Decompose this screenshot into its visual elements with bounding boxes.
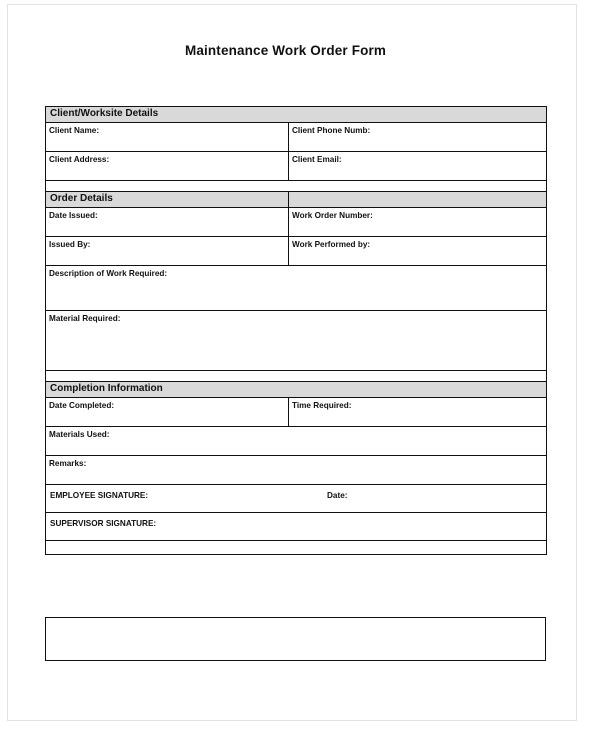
employee-signature-row — [46, 485, 546, 500]
tail-cell — [46, 541, 547, 555]
field-work-order-number[interactable] — [289, 208, 547, 237]
table-row — [46, 456, 547, 485]
field-employee-signature-label: EMPLOYEE SIGNATURE: — [50, 491, 149, 500]
section-header-client-worksite — [46, 107, 547, 123]
field-issued-by[interactable] — [46, 237, 289, 266]
field-client-phone-label: Client Phone Numb: — [292, 126, 371, 135]
field-material-required[interactable] — [46, 311, 547, 371]
section-header-order-details-label-right — [289, 192, 546, 193]
field-date-issued-label: Date Issued: — [49, 211, 98, 220]
field-client-email[interactable] — [289, 152, 547, 181]
field-client-name-label: Client Name: — [49, 126, 100, 135]
field-materials-used-label: Materials Used: — [49, 430, 110, 439]
field-work-performed-by-label: Work Performed by: — [292, 240, 371, 249]
field-material-required-label: Material Required: — [49, 314, 121, 323]
field-date-issued[interactable] — [46, 208, 289, 237]
field-remarks-label: Remarks: — [49, 459, 87, 468]
section-header-order-details-label: Order Details — [50, 193, 113, 204]
field-time-required-label: Time Required: — [292, 401, 352, 410]
section-header-order-details — [46, 192, 547, 208]
field-remarks[interactable] — [46, 456, 547, 485]
spacer-row-after-order — [46, 371, 547, 382]
field-client-phone[interactable] — [289, 123, 547, 152]
table-row — [46, 311, 547, 371]
field-client-address[interactable] — [46, 152, 289, 181]
field-client-email-label: Client Email: — [292, 155, 342, 164]
field-time-required[interactable] — [289, 398, 547, 427]
table-row-tail — [46, 541, 547, 555]
field-date-completed-label: Date Completed: — [49, 401, 115, 410]
table-row — [46, 266, 547, 311]
form-page — [7, 4, 577, 721]
section-header-completion-information — [46, 382, 547, 398]
table-row — [46, 208, 547, 237]
table-row — [46, 123, 547, 152]
field-supervisor-signature-label: SUPERVISOR SIGNATURE: — [50, 519, 157, 528]
section-header-completion-information-cell — [46, 382, 547, 398]
section-header-completion-information-label: Completion Information — [50, 383, 163, 394]
table-row — [46, 237, 547, 266]
spacer-row-after-client — [46, 181, 547, 192]
table-row — [46, 485, 547, 513]
table-row — [46, 398, 547, 427]
field-supervisor-signature[interactable] — [46, 513, 547, 541]
section-header-order-details-cell — [46, 192, 289, 208]
table-row — [46, 152, 547, 181]
notes-box[interactable] — [45, 617, 546, 661]
field-materials-used[interactable] — [46, 427, 547, 456]
field-date-completed[interactable] — [46, 398, 289, 427]
table-row — [46, 427, 547, 456]
field-client-address-label: Client Address: — [49, 155, 110, 164]
field-issued-by-label: Issued By: — [49, 240, 91, 249]
spacer-cell — [46, 181, 547, 192]
field-client-name[interactable] — [46, 123, 289, 152]
section-header-order-details-cell-right — [289, 192, 547, 208]
page-title: Maintenance Work Order Form — [184, 43, 387, 58]
spacer-cell — [46, 371, 547, 382]
section-header-client-worksite-label: Client/Worksite Details — [50, 108, 159, 119]
table-row — [46, 513, 547, 541]
field-work-order-number-label: Work Order Number: — [292, 211, 373, 220]
section-header-client-worksite-cell — [46, 107, 547, 123]
field-employee-signature[interactable] — [46, 485, 547, 513]
field-employee-date-label: Date: — [327, 491, 348, 500]
field-description-of-work-label: Description of Work Required: — [49, 269, 168, 278]
field-work-performed-by[interactable] — [289, 237, 547, 266]
work-order-form-table — [45, 106, 547, 555]
field-description-of-work[interactable] — [46, 266, 547, 311]
